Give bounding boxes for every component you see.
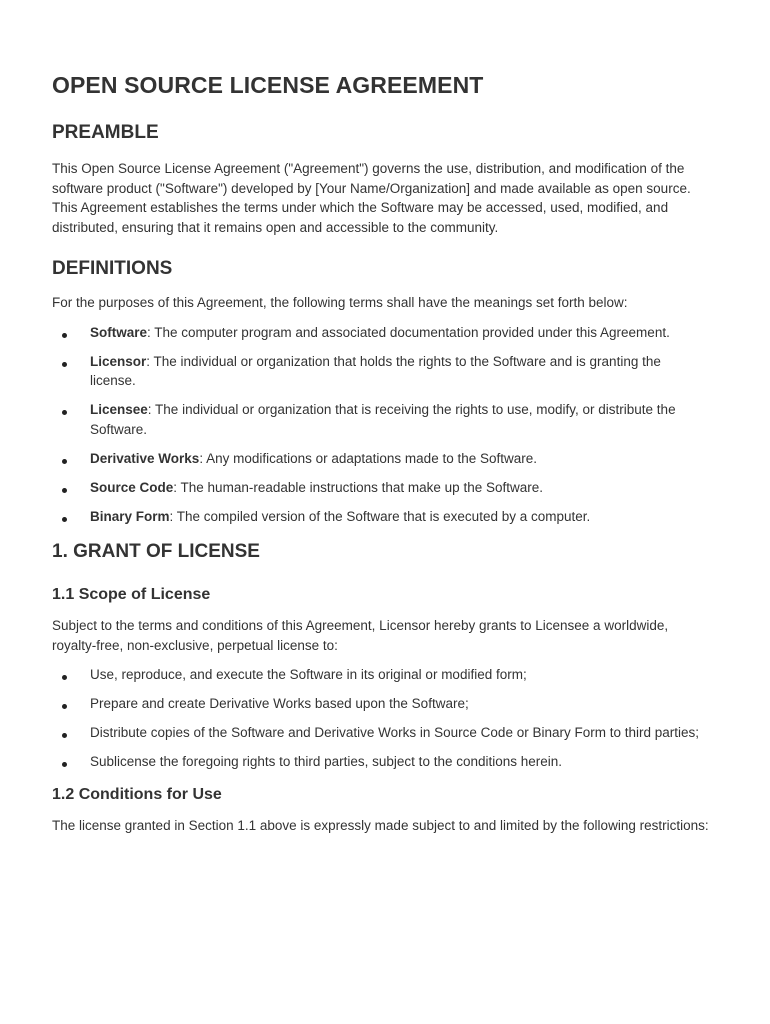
scope-item: Sublicense the foregoing rights to third parties, subject to the conditions herein. bbox=[52, 752, 710, 772]
definition-item-software bbox=[52, 323, 710, 343]
definition-item-binary-form bbox=[52, 507, 710, 527]
definitions-list bbox=[52, 323, 710, 527]
scope-of-license-heading: 1.1 Scope of License bbox=[52, 586, 211, 603]
definition-item-source-code bbox=[52, 478, 710, 498]
scope-item: Distribute copies of the Software and Derivative Works in Source Code or Binary Form to third parties; bbox=[52, 723, 710, 743]
conditions-for-use-heading: 1.2 Conditions for Use bbox=[52, 785, 222, 803]
definition-item-licensee bbox=[52, 400, 710, 439]
definitions-intro: For the purposes of this Agreement, the following terms shall have the meanings set forth below: bbox=[52, 295, 628, 310]
grant-of-license-heading: 1. GRANT OF LICENSE bbox=[52, 541, 260, 562]
definition-text: : The computer program and associated documentation provided under this Agreement. bbox=[147, 324, 670, 340]
definition-item-licensor bbox=[52, 352, 710, 391]
definition-text: : The compiled version of the Software that is executed by a computer. bbox=[169, 508, 591, 524]
definition-text: : Any modifications or adaptations made to the Software. bbox=[199, 450, 538, 466]
preamble-heading: PREAMBLE bbox=[52, 122, 159, 143]
definition-text: : The individual or organization that holds the rights to the Software and is granting the license. bbox=[90, 353, 661, 388]
scope-of-license-intro: Subject to the terms and conditions of this Agreement, Licensor hereby grants to Licensee a worldwide, royalty-free, non-exclusive, perpetual license to: bbox=[52, 618, 669, 653]
definition-text: : The human-readable instructions that make up the Software. bbox=[173, 479, 543, 495]
definition-item-derivative-works bbox=[52, 449, 710, 469]
definition-term: Binary Form bbox=[90, 508, 170, 524]
definition-term: Source Code bbox=[90, 479, 174, 495]
definitions-heading: DEFINITIONS bbox=[52, 258, 173, 279]
conditions-for-use-intro: The license granted in Section 1.1 above is expressly made subject to and limited by the following restrictions: bbox=[52, 817, 709, 833]
scope-item: Use, reproduce, and execute the Software in its original or modified form; bbox=[52, 665, 710, 685]
scope-of-license-list bbox=[52, 665, 710, 772]
definition-term: Licensor bbox=[90, 353, 147, 369]
document-title: OPEN SOURCE LICENSE AGREEMENT bbox=[52, 72, 484, 98]
preamble-paragraph: This Open Source License Agreement ("Agreement") governs the use, distribution, and modification of the software product ("Software") developed by [Your Name/Organization] and made available as open source. This Agreement establishes the terms under which the Software may be accessed, used, modified, and distributed, ensuring that it remains open and accessible to the community. bbox=[52, 161, 691, 235]
definition-term: Licensee bbox=[90, 402, 148, 417]
definition-text: : The individual or organization that is receiving the rights to use, modify, or distribute the Software. bbox=[90, 402, 676, 437]
definition-term: Derivative Works bbox=[90, 450, 200, 466]
scope-item: Prepare and create Derivative Works based upon the Software; bbox=[52, 694, 710, 714]
definition-term: Software bbox=[90, 324, 148, 340]
